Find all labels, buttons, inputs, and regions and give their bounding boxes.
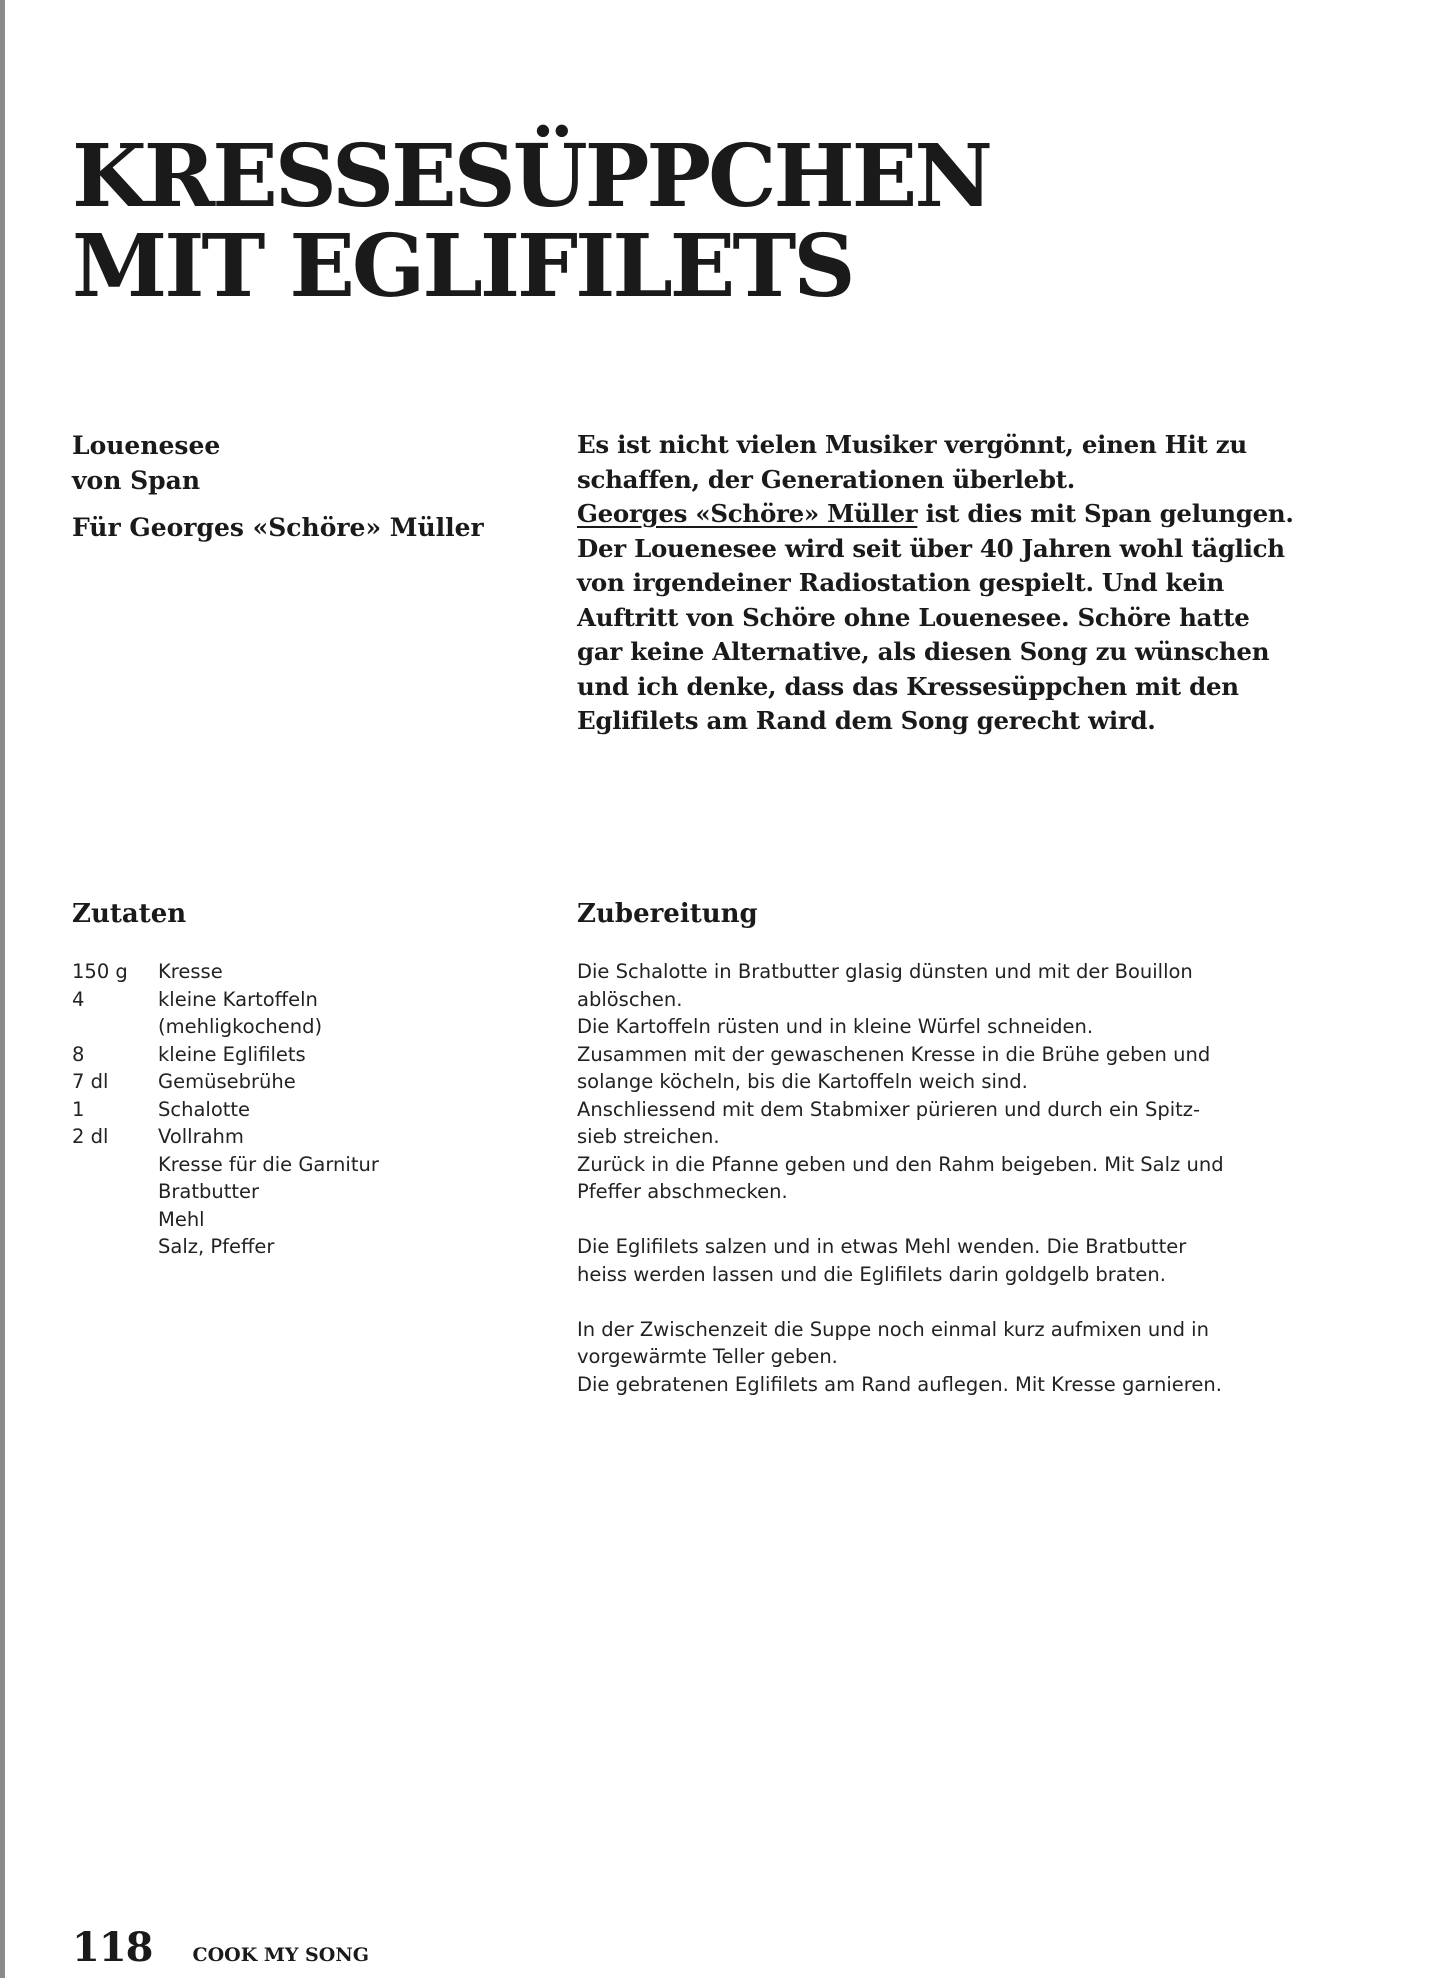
ingredient-quantity bbox=[72, 1151, 158, 1179]
ingredient-quantity bbox=[72, 1178, 158, 1206]
ingredient-row bbox=[72, 1151, 379, 1179]
page-number: 118 bbox=[72, 1924, 153, 1971]
song-dedication: Für Georges «Schöre» Müller bbox=[72, 513, 484, 542]
preparation-line: Die Kartoffeln rüsten und in kleine Würfel schneiden. bbox=[577, 1015, 1094, 1038]
ingredient-quantity: 2 dl bbox=[72, 1125, 109, 1148]
ingredient-quantity: 1 bbox=[72, 1097, 85, 1121]
ingredient-quantity: 150 g bbox=[72, 960, 128, 983]
intro-text bbox=[577, 428, 1297, 739]
ingredient-quantity bbox=[72, 1013, 158, 1041]
preparation-line: Zurück in die Pfanne geben und den Rahm beigeben. Mit Salz und bbox=[577, 1152, 1224, 1176]
intro-line-with-link bbox=[577, 497, 1297, 532]
preparation-steps bbox=[577, 958, 1337, 1426]
title-line-1: KRESSESÜPPCHEN bbox=[72, 126, 990, 227]
ingredient-name: Kresse bbox=[158, 960, 223, 983]
artist-link[interactable]: Georges «Schöre» Müller bbox=[577, 499, 918, 528]
ingredient-name: kleine Kartoffeln bbox=[158, 987, 318, 1011]
ingredient-name: Schalotte bbox=[158, 1097, 251, 1121]
book-title: COOK MY SONG bbox=[192, 1944, 369, 1966]
ingredient-quantity bbox=[72, 1233, 158, 1261]
ingredient-quantity: 4 bbox=[72, 987, 85, 1011]
ingredient-name: Kresse für die Garnitur bbox=[158, 1152, 379, 1176]
song-name-line-1: Louenesee bbox=[72, 431, 221, 460]
preparation-paragraph-3 bbox=[577, 1316, 1337, 1399]
intro-line: schaffen, der Generationen überlebt. bbox=[577, 464, 1076, 494]
ingredient-name: Bratbutter bbox=[158, 1180, 260, 1203]
intro-line: Der Louenesee wird seit über 40 Jahren wohl täglich bbox=[577, 533, 1285, 563]
preparation-line: Zusammen mit der gewaschenen Kresse in die Brühe geben und bbox=[577, 1042, 1211, 1066]
ingredient-row bbox=[72, 1068, 379, 1096]
preparation-line: Anschliessend mit dem Stabmixer pürieren und durch ein Spitz- bbox=[577, 1097, 1201, 1121]
preparation-line: sieb streichen. bbox=[577, 1125, 720, 1148]
preparation-line: solange köcheln, bis die Kartoffeln weich sind. bbox=[577, 1070, 1028, 1093]
intro-line-rest: ist dies mit Span gelungen. bbox=[917, 499, 1294, 528]
ingredient-row bbox=[72, 1178, 379, 1206]
recipe-title bbox=[72, 126, 990, 317]
ingredient-name: Mehl bbox=[158, 1207, 205, 1231]
preparation-line: vorgewärmte Teller geben. bbox=[577, 1345, 838, 1368]
preparation-line: Die Eglifilets salzen und in etwas Mehl wenden. Die Bratbutter bbox=[577, 1235, 1187, 1258]
page-edge bbox=[0, 0, 5, 1978]
ingredient-row bbox=[72, 1233, 379, 1261]
ingredient-row bbox=[72, 1041, 379, 1069]
preparation-line: Die gebratenen Eglifilets am Rand auflegen. Mit Kresse garnieren. bbox=[577, 1372, 1222, 1396]
intro-line: Es ist nicht vielen Musiker vergönnt, einen Hit zu bbox=[577, 430, 1247, 459]
ingredient-name: (mehligkochend) bbox=[158, 1015, 323, 1038]
title-line-2: MIT EGLIFILETS bbox=[72, 216, 853, 317]
intro-line: Auftritt von Schöre ohne Louenesee. Schöre hatte bbox=[577, 602, 1250, 632]
intro-line: gar keine Alternative, als diesen Song zu wünschen bbox=[577, 637, 1270, 666]
ingredient-name: Gemüsebrühe bbox=[158, 1070, 296, 1093]
ingredient-row bbox=[72, 1013, 379, 1041]
ingredient-row bbox=[72, 958, 379, 986]
preparation-paragraph-1 bbox=[577, 958, 1337, 1206]
intro-line: und ich denke, dass das Kressesüppchen mit den bbox=[577, 671, 1239, 701]
intro-line: Eglifilets am Rand dem Song gerecht wird. bbox=[577, 706, 1156, 735]
preparation-heading: Zubereitung bbox=[577, 899, 758, 929]
song-info bbox=[72, 428, 484, 545]
ingredient-quantity: 8 bbox=[72, 1042, 85, 1066]
intro-line: von irgendeiner Radiostation gespielt. Und kein bbox=[577, 568, 1225, 597]
ingredient-name: Vollrahm bbox=[158, 1125, 244, 1148]
preparation-line: ablöschen. bbox=[577, 987, 683, 1011]
ingredient-quantity: 7 dl bbox=[72, 1070, 109, 1093]
page-footer bbox=[72, 1924, 369, 1971]
ingredient-row bbox=[72, 1096, 379, 1124]
preparation-line: Pfeffer abschmecken. bbox=[577, 1180, 788, 1203]
ingredients-list bbox=[72, 958, 379, 1261]
preparation-line: Die Schalotte in Bratbutter glasig dünsten und mit der Bouillon bbox=[577, 960, 1193, 983]
ingredient-quantity bbox=[72, 1206, 158, 1234]
ingredient-row bbox=[72, 1206, 379, 1234]
preparation-line: heiss werden lassen und die Eglifilets darin goldgelb braten. bbox=[577, 1262, 1166, 1286]
ingredients-heading: Zutaten bbox=[72, 899, 187, 929]
preparation-paragraph-2 bbox=[577, 1233, 1337, 1288]
preparation-line: In der Zwischenzeit die Suppe noch einmal kurz aufmixen und in bbox=[577, 1317, 1209, 1341]
ingredient-name: kleine Eglifilets bbox=[158, 1042, 306, 1066]
ingredient-name: Salz, Pfeffer bbox=[158, 1235, 275, 1258]
ingredient-row bbox=[72, 986, 379, 1014]
song-name-line-2: von Span bbox=[72, 466, 200, 495]
ingredient-row bbox=[72, 1123, 379, 1151]
